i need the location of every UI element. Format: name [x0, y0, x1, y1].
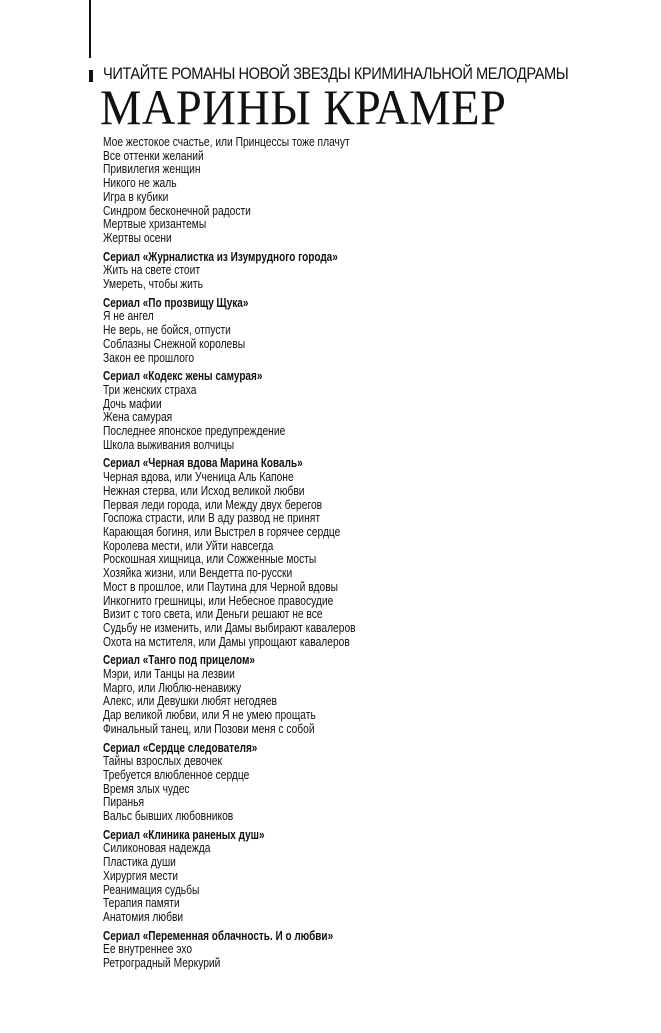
author-name: МАРИНЫ КРАМЕР	[100, 79, 507, 135]
book-title: Игра в кубики	[103, 189, 169, 204]
book-title: Алекс, или Девушки любят негодяев	[103, 694, 277, 709]
book-title: Нежная стерва, или Исход великой любви	[103, 483, 305, 498]
series-group	[103, 930, 583, 971]
book-title: Анатомия любви	[103, 909, 184, 924]
book-title: Все оттенки желаний	[103, 148, 204, 163]
book-title: Закон ее прошлого	[103, 350, 195, 365]
series-heading: Сериал «Черная вдова Марина Коваль»	[103, 456, 303, 471]
book-title: Время злых чудес	[103, 781, 190, 796]
book-title: Жертвы осени	[103, 230, 172, 245]
book-title: Черная вдова, или Ученица Аль Капоне	[103, 470, 294, 485]
standalone-titles	[103, 136, 583, 246]
book-title: Охота на мстителя, или Дамы упрощают кавалеров	[103, 634, 350, 649]
book-title: Реанимация судьбы	[103, 882, 200, 897]
book-title: Дар великой любви, или Я не умею прощать	[103, 708, 316, 723]
book-title: Силиконовая надежда	[103, 841, 211, 856]
book-title: Пластика души	[103, 855, 176, 870]
book-title: Никого не жаль	[103, 176, 177, 191]
book-title: Последнее японское предупреждение	[103, 424, 286, 439]
book-title: Соблазны Снежной королевы	[103, 336, 246, 351]
book-title: Тайны взрослых девочек	[103, 754, 223, 769]
book-title: Судьбу не изменить, или Дамы выбирают кавалеров	[103, 620, 356, 635]
book-title: Марго, или Люблю-ненавижу	[103, 680, 242, 695]
book-title: Хозяйка жизни, или Вендетта по-русски	[103, 566, 293, 581]
decorative-tick	[89, 70, 93, 82]
series-group	[103, 457, 583, 649]
series-group	[103, 829, 583, 925]
decorative-rule	[89, 0, 91, 58]
book-title: Я не ангел	[103, 309, 154, 324]
book-title: Не верь, не бойся, отпусти	[103, 323, 231, 338]
series-heading: Сериал «Переменная облачность. И о любви»	[103, 928, 334, 943]
series-heading: Сериал «Клиника раненых душ»	[103, 827, 265, 842]
kicker-line: ЧИТАЙТЕ РОМАНЫ НОВОЙ ЗВЕЗДЫ КРИМИНАЛЬНОЙ МЕЛОДРАМЫ	[103, 64, 569, 83]
series-heading: Сериал «Танго под прицелом»	[103, 653, 255, 668]
book-title: Терапия памяти	[103, 896, 180, 911]
book-title: Вальс бывших любовников	[103, 809, 234, 824]
book-title: Королева мести, или Уйти навсегда	[103, 538, 274, 553]
book-title: Госпожа страсти, или В аду развод не принят	[103, 511, 321, 526]
book-title: Финальный танец, или Позови меня с собой	[103, 721, 315, 736]
book-title: Мое жестокое счастье, или Принцессы тоже плачут	[103, 135, 350, 149]
book-title: Ретроградный Меркурий	[103, 956, 221, 971]
book-title: Роскошная хищница, или Сожженные мосты	[103, 552, 317, 567]
series-group	[103, 297, 583, 366]
book-title: Жить на свете стоит	[103, 263, 201, 278]
series-group	[103, 370, 583, 452]
book-title: Синдром бесконечной радости	[103, 203, 251, 218]
book-title: Три женских страха	[103, 382, 197, 397]
series-group	[103, 251, 583, 292]
book-list	[103, 136, 583, 971]
book-title: Ее внутреннее эхо	[103, 942, 193, 957]
series-groups	[103, 251, 583, 971]
series-heading: Сериал «Журналистка из Изумрудного города»	[103, 249, 338, 264]
book-title: Жена самурая	[103, 410, 173, 425]
book-title: Карающая богиня, или Выстрел в горячее сердце	[103, 524, 341, 539]
book-title: Инкогнито грешницы, или Небесное правосудие	[103, 593, 334, 608]
book-title: Привилегия женщин	[103, 162, 201, 177]
book-title: Дочь мафии	[103, 396, 162, 411]
book-title: Требуется влюбленное сердце	[103, 767, 250, 782]
series-heading: Сериал «Сердце следователя»	[103, 740, 258, 755]
book-title: Умереть, чтобы жить	[103, 277, 203, 292]
book-title: Визит с того света, или Деньги решают не все	[103, 607, 323, 622]
book-title: Хирургия мести	[103, 868, 179, 883]
book-title: Мост в прошлое, или Паутина для Черной вдовы	[103, 579, 339, 594]
book-title: Пиранья	[103, 795, 145, 810]
book-title: Первая леди города, или Между двух берегов	[103, 497, 323, 512]
book-title: Школа выживания волчицы	[103, 437, 235, 452]
book-title: Мертвые хризантемы	[103, 217, 207, 232]
book-title: Мэри, или Танцы на лезвии	[103, 667, 235, 682]
series-heading: Сериал «Кодекс жены самурая»	[103, 369, 263, 384]
series-heading: Сериал «По прозвищу Щука»	[103, 295, 249, 310]
series-group	[103, 654, 583, 736]
series-group	[103, 742, 583, 824]
